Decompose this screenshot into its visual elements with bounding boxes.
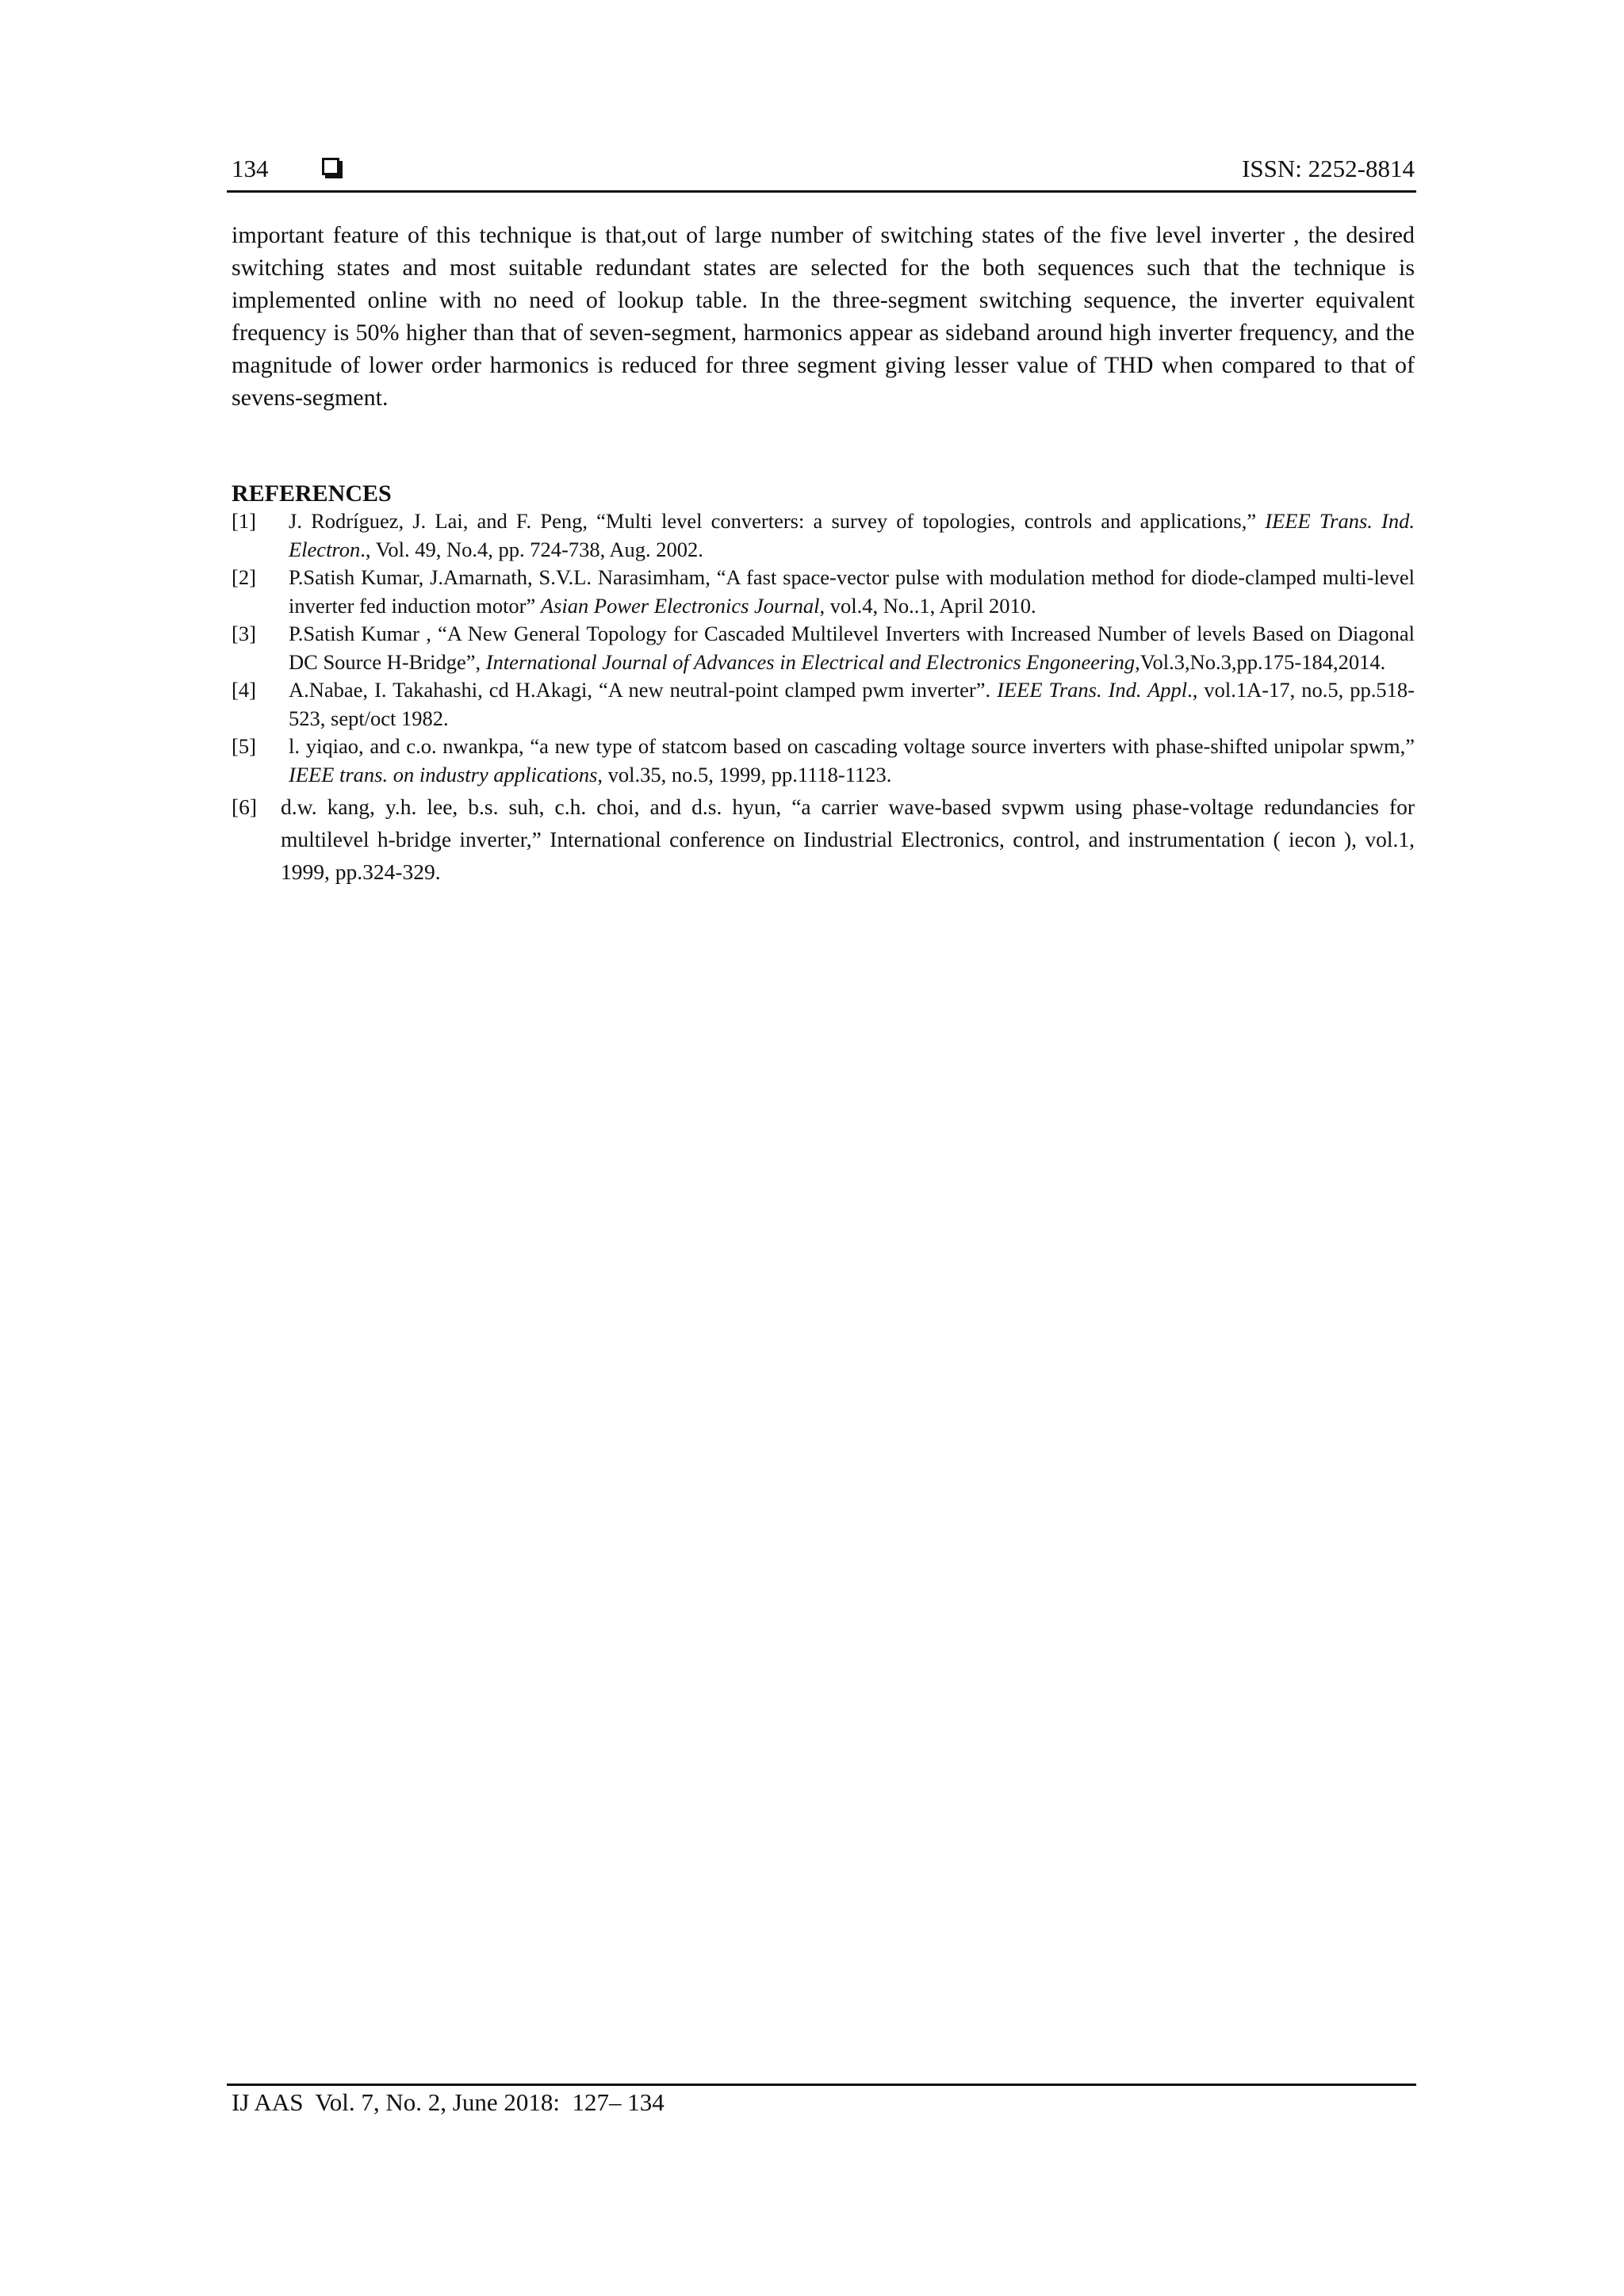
reference-number: [3] [232,622,256,645]
reference-item-3 [232,620,1415,676]
reference-details: , vol.35, no.5, 1999, pp.1118-1123. [597,762,892,786]
reference-number: [1] [232,509,256,533]
reference-number: [5] [232,734,256,758]
reference-text: d.w. kang, y.h. lee, b.s. suh, c.h. choi, and d.s. hyun, “a carrier wave-based svpwm using phase-voltage redundancies for multilevel h-bridge inverter,” International conference on Iindustrial Electronics, control, and instrumentation ( iecon ), vol.1, 1999, pp.324-329. [281,794,1415,884]
reference-item-2 [232,564,1415,620]
reference-text: P.Satish Kumar , “A New General Topology for Cascaded Multilevel Inverters with Increased Number of levels Based on Diagonal DC Source H-Bridge”, [289,622,1415,674]
reference-item-5 [232,733,1415,789]
reference-item-4 [232,676,1415,733]
reference-journal: International Journal of Advances in Electrical and Electronics Engoneering [485,649,1136,674]
square-box-icon [322,158,339,175]
reference-list [232,507,1415,888]
reference-details: ., Vol. 49, No.4, pp. 724-738, Aug. 2002. [360,537,703,561]
reference-item-1 [232,507,1415,564]
reference-details: , vol.4, No..1, April 2010. [819,593,1036,618]
reference-item-6 [232,790,1415,888]
references-heading: REFERENCES [232,480,392,507]
reference-number: [2] [232,565,256,589]
reference-details: ., vol.1A-17, no.5, pp.518-523, sept/oct 1982. [289,678,1415,730]
page-header [232,154,1415,192]
reference-number: [4] [232,678,256,702]
footer-divider [227,2084,1416,2086]
body-paragraph: important feature of this technique is that,out of large number of switching states of the five level inverter , the desired switching states and most suitable redundant states are selected for the both sequences such that the technique is implemented online with no need of lookup table. In the three-segment switching sequence, the inverter equivalent frequency is 50% higher than that of seven-segment, harmonics appear as sideband around high inverter frequency, and the magnitude of lower order harmonics is reduced for three segment giving lesser value of THD when compared to that of sevens-segment. [232,222,1415,411]
reference-text: l. yiqiao, and c.o. nwankpa, “a new type of statcom based on cascading voltage source inverters with phase-shifted unipolar spwm,” [289,734,1415,758]
reference-journal: IEEE Trans. Ind. Appl [997,678,1188,702]
reference-journal: Asian Power Electronics Journal [540,593,820,618]
page-number: 134 [232,155,269,182]
reference-journal: IEEE Trans. Ind. Electron [289,509,1415,561]
reference-journal: IEEE trans. on industry applications [289,762,598,786]
reference-text: J. Rodríguez, J. Lai, and F. Peng, “Multi level converters: a survey of topologies, controls and applications,” [289,509,1266,533]
reference-details: ,Vol.3,No.3,pp.175-184,2014. [1135,649,1386,674]
reference-text: A.Nabae, I. Takahashi, cd H.Akagi, “A new neutral-point clamped pwm inverter”. [289,678,998,702]
page-footer: IJ AAS Vol. 7, No. 2, June 2018: 127– 134 [232,2088,665,2116]
reference-text: P.Satish Kumar, J.Amarnath, S.V.L. Narasimham, “A fast space-vector pulse with modulation method for diode-clamped multi-level inverter fed induction motor” [289,565,1415,618]
header-divider [227,190,1416,193]
issn-label: ISSN: 2252-8814 [1242,155,1415,182]
reference-number: [6] [232,794,258,819]
